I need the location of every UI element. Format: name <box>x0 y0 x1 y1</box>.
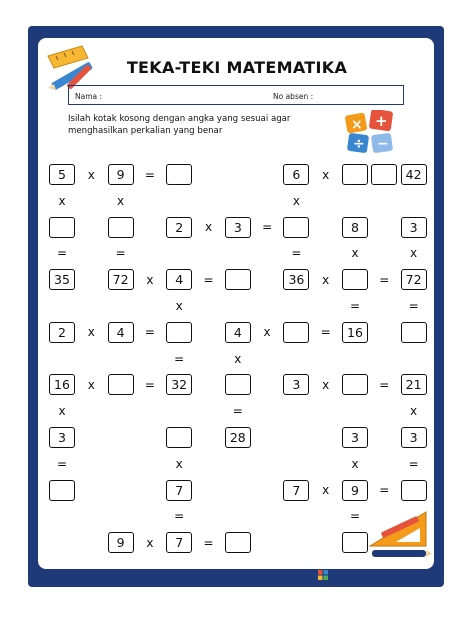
answer-box[interactable] <box>108 217 134 238</box>
number-box: 8 <box>342 217 368 238</box>
answer-box[interactable] <box>342 532 368 553</box>
number-box: 7 <box>166 480 192 501</box>
number-box: 3 <box>342 427 368 448</box>
times-sign: x <box>322 377 330 392</box>
equals-sign: = <box>349 509 361 524</box>
answer-box[interactable] <box>401 322 427 343</box>
number-box: 7 <box>166 532 192 553</box>
number-box: 9 <box>108 164 134 185</box>
answer-box[interactable] <box>108 374 134 395</box>
equals-sign: = <box>115 246 126 261</box>
times-sign: x <box>87 325 95 340</box>
times-sign: x <box>58 193 66 208</box>
answer-box[interactable] <box>225 374 251 395</box>
answer-box[interactable] <box>225 532 251 553</box>
number-box: 9 <box>108 532 134 553</box>
answer-box[interactable] <box>283 322 309 343</box>
number-box: 35 <box>49 269 75 290</box>
name-field-box[interactable] <box>68 85 404 105</box>
times-sign: x <box>322 272 330 287</box>
brand-logo-icon <box>318 570 328 580</box>
times-sign: x <box>410 246 418 261</box>
number-box: 72 <box>108 269 134 290</box>
instruction-text: Isilah kotak kosong dengan angka yang sesuai agar menghasilkan perkalian yang benar <box>68 114 291 136</box>
number-box: 72 <box>401 269 427 290</box>
number-box: 16 <box>49 374 75 395</box>
times-sign: x <box>322 167 330 182</box>
answer-box[interactable] <box>283 217 309 238</box>
equals-sign: = <box>144 325 155 340</box>
number-box: 7 <box>283 480 309 501</box>
answer-box[interactable] <box>371 164 397 185</box>
name-label: Nama : <box>75 92 103 101</box>
times-sign: x <box>351 246 359 261</box>
number-box: 16 <box>342 322 368 343</box>
number-box: 28 <box>225 427 251 448</box>
answer-box[interactable] <box>225 269 251 290</box>
number-box: 3 <box>283 374 309 395</box>
equals-sign: = <box>56 246 68 261</box>
times-sign: x <box>263 325 271 340</box>
answer-box[interactable] <box>49 480 75 501</box>
absen-label: No absen : <box>273 92 314 101</box>
svg-text:−: − <box>377 136 389 152</box>
number-box: 32 <box>166 374 192 395</box>
answer-box[interactable] <box>166 322 192 343</box>
times-sign: x <box>87 377 95 392</box>
equals-sign: = <box>379 483 390 498</box>
equals-sign: = <box>174 509 185 524</box>
equals-sign: = <box>349 299 361 313</box>
svg-text:×: × <box>351 117 363 133</box>
answer-box[interactable] <box>342 374 368 395</box>
number-box: 4 <box>166 269 192 290</box>
times-sign: x <box>58 404 66 419</box>
number-box: 3 <box>401 217 427 238</box>
number-box: 3 <box>49 427 75 448</box>
number-box: 21 <box>401 374 427 395</box>
equals-sign: = <box>408 299 419 313</box>
equals-sign: = <box>262 220 273 235</box>
times-sign: x <box>322 483 330 498</box>
equals-sign: = <box>379 377 390 392</box>
number-box: 36 <box>283 269 309 290</box>
equals-sign: = <box>144 167 155 182</box>
math-symbols-icon <box>344 110 396 156</box>
equals-sign: = <box>408 456 419 471</box>
times-sign: x <box>351 456 359 471</box>
times-sign: x <box>87 167 95 182</box>
answer-box[interactable] <box>342 164 368 185</box>
equals-sign: = <box>203 272 214 287</box>
equals-sign: = <box>291 246 302 261</box>
answer-box[interactable] <box>166 164 192 185</box>
equals-sign: = <box>203 535 214 550</box>
triangle-ruler-pencil-icon <box>366 506 432 566</box>
answer-box[interactable] <box>49 217 75 238</box>
answer-box[interactable] <box>342 269 368 290</box>
equals-sign: = <box>232 404 243 419</box>
number-box: 5 <box>49 164 75 185</box>
times-sign: x <box>117 193 125 208</box>
equals-sign: = <box>56 456 68 471</box>
times-sign: x <box>146 272 154 287</box>
number-box: 4 <box>225 322 251 343</box>
equals-sign: = <box>174 351 185 366</box>
number-box: 2 <box>166 217 192 238</box>
times-sign: x <box>146 535 154 550</box>
equals-sign: = <box>320 325 331 340</box>
answer-box[interactable] <box>166 427 192 448</box>
times-sign: x <box>204 220 213 235</box>
svg-text:÷: ÷ <box>353 136 365 152</box>
times-sign: x <box>410 404 418 419</box>
page-title: TEKA-TEKI MATEMATIKA <box>126 58 348 77</box>
equals-sign: = <box>144 377 155 392</box>
svg-text:+: + <box>375 112 388 130</box>
times-sign: x <box>234 351 242 366</box>
times-sign: x <box>175 456 183 471</box>
answer-box[interactable] <box>401 480 427 501</box>
number-box: 9 <box>342 480 368 501</box>
number-box: 6 <box>283 164 309 185</box>
number-box: 2 <box>49 322 75 343</box>
times-sign: x <box>292 193 300 208</box>
number-box: 3 <box>225 217 251 238</box>
number-box: 42 <box>401 164 427 185</box>
number-box: 3 <box>401 427 427 448</box>
number-box: 4 <box>108 322 134 343</box>
equals-sign: = <box>379 272 390 287</box>
times-sign: x <box>175 299 183 313</box>
